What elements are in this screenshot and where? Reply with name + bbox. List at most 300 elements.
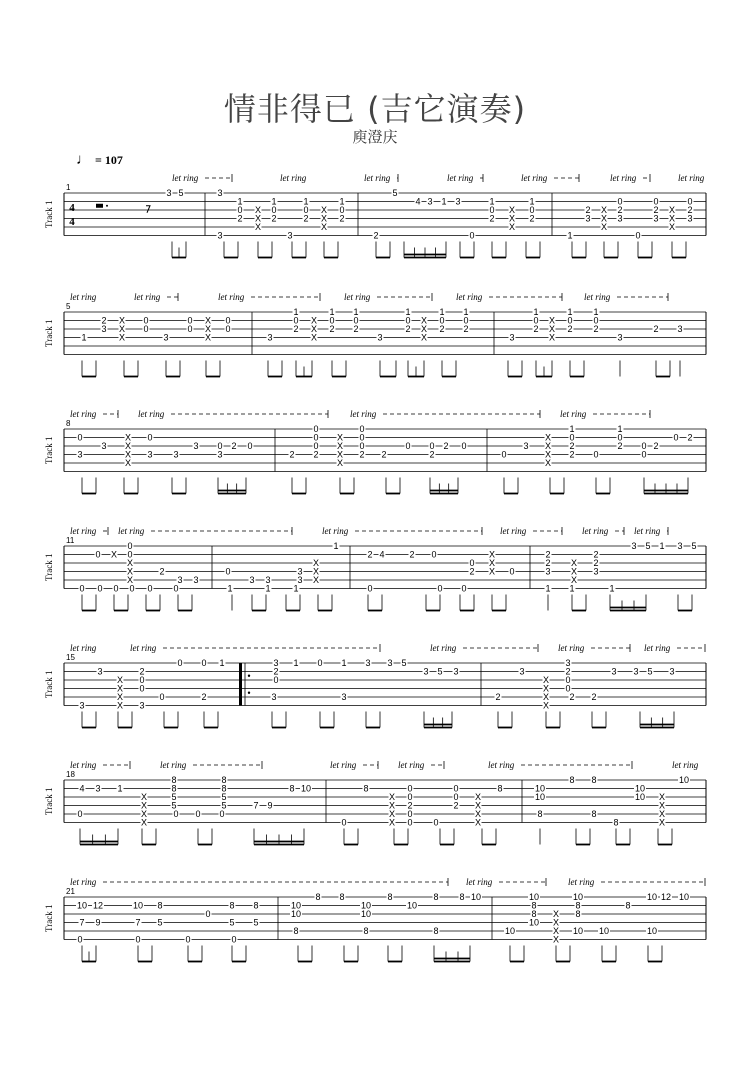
fret-number: X — [388, 817, 396, 828]
tab-system — [44, 760, 706, 845]
rhythm-stem-group — [504, 478, 518, 494]
let-ring-text: let ring — [430, 643, 457, 653]
rhythm-stem-group — [298, 946, 312, 962]
let-ring-marker — [118, 526, 292, 536]
rhythm-stem-group — [268, 361, 282, 377]
fret-number: 1 — [339, 196, 345, 207]
fret-number: X — [600, 205, 608, 215]
rhythm-stem-group — [232, 946, 246, 962]
fret-number: X — [140, 817, 148, 828]
let-ring-text: let ring — [280, 173, 307, 183]
fret-number: 0 — [143, 315, 149, 326]
fret-number: 0 — [469, 230, 475, 241]
rhythm-stem-group — [408, 361, 424, 377]
repeat-bar-thick — [239, 663, 242, 706]
fret-number: X — [388, 792, 396, 802]
fret-number: X — [388, 809, 396, 819]
fret-number: 10 — [534, 792, 546, 802]
fret-number: X — [126, 558, 134, 568]
fret-number: 3 — [217, 449, 223, 460]
fret-number: X — [312, 575, 320, 585]
let-ring-marker — [568, 877, 705, 887]
let-ring-text: let ring — [521, 173, 548, 183]
fret-number: X — [320, 213, 328, 224]
rhythm-stem-group — [324, 242, 338, 258]
fret-number: 3 — [97, 666, 103, 677]
fret-number: 3 — [267, 332, 273, 343]
fret-number: 8 — [575, 900, 581, 911]
fret-number: X — [570, 575, 578, 585]
fret-number: 2 — [593, 549, 599, 560]
fret-number: 2 — [653, 441, 659, 451]
fret-number: 8 — [221, 775, 227, 785]
let-ring-marker — [322, 526, 482, 536]
fret-number: 5 — [645, 541, 651, 551]
rhythm-stem-group — [80, 829, 118, 845]
let-ring-text: let ring — [672, 760, 699, 770]
fret-number: X — [124, 432, 132, 443]
fret-number: X — [570, 566, 578, 577]
let-ring-marker — [634, 526, 668, 536]
fret-number: 0 — [593, 449, 599, 460]
let-ring-marker — [584, 292, 668, 302]
fret-number: X — [420, 324, 428, 334]
fret-number: X — [488, 549, 496, 560]
fret-number: 0 — [569, 432, 575, 443]
fret-number: 3 — [427, 196, 433, 207]
track-label: Track 1 — [44, 553, 54, 581]
fret-number: X — [474, 809, 482, 819]
fret-number: X — [118, 315, 126, 326]
fret-number: 0 — [201, 658, 207, 668]
fret-number: 10 — [360, 900, 372, 911]
track-label: Track 1 — [44, 200, 54, 228]
fret-number: 0 — [195, 809, 201, 819]
fret-number: 3 — [79, 700, 85, 711]
fret-number: 8 — [387, 892, 393, 902]
let-ring-marker — [560, 409, 650, 419]
fret-number: X — [204, 324, 212, 334]
fret-number: 0 — [225, 566, 231, 577]
fret-number: 7 — [135, 917, 141, 928]
fret-number: 3 — [509, 332, 515, 343]
rhythm-stem-group — [318, 595, 332, 611]
fret-number: 3 — [593, 566, 599, 577]
fret-number: 0 — [147, 432, 153, 443]
fret-number: 0 — [139, 683, 145, 694]
fret-number: X — [116, 692, 124, 702]
time-signature-bottom: 4 — [69, 216, 75, 228]
fret-number: 8 — [339, 892, 345, 902]
fret-number: 0 — [359, 441, 365, 451]
rhythm-stem-group — [616, 829, 630, 845]
fret-number: 0 — [79, 583, 85, 594]
fret-number: 1 — [569, 583, 575, 594]
rhythm-stem-group — [344, 946, 358, 962]
fret-number: 3 — [101, 441, 107, 451]
fret-number: 0 — [317, 658, 323, 668]
fret-number: 0 — [177, 658, 183, 668]
fret-number: X — [542, 700, 550, 711]
fret-number: 1 — [293, 307, 299, 317]
fret-number: 0 — [313, 432, 319, 443]
fret-number: 0 — [461, 441, 467, 451]
fret-number: 3 — [77, 449, 83, 460]
rhythm-stem-group — [508, 361, 522, 377]
fret-number: 2 — [533, 324, 539, 334]
fret-number: 2 — [339, 213, 345, 224]
fret-number: 2 — [585, 205, 591, 215]
let-ring-marker — [330, 760, 378, 770]
track-label: Track 1 — [44, 670, 54, 698]
fret-number: X — [552, 934, 560, 945]
fret-number: 0 — [653, 196, 659, 207]
fret-number: 0 — [641, 441, 647, 451]
fret-number: 3 — [677, 541, 683, 551]
rhythm-stem-group — [442, 361, 456, 377]
fret-number: 0 — [593, 315, 599, 326]
fret-number: 1 — [333, 541, 339, 551]
fret-number: 2 — [101, 315, 107, 326]
fret-number: 4 — [379, 549, 385, 560]
fret-number: X — [336, 449, 344, 460]
fret-number: 1 — [353, 307, 359, 317]
fret-number: 0 — [95, 549, 101, 560]
fret-number: 3 — [101, 324, 107, 334]
fret-number: 0 — [405, 315, 411, 326]
song-title: 情非得已 (吉它演奏) — [223, 90, 527, 128]
fret-number: 2 — [569, 449, 575, 460]
fret-number: 0 — [567, 315, 573, 326]
fret-number: 5 — [647, 666, 653, 677]
fret-number: 10 — [360, 909, 372, 919]
fret-number: X — [542, 692, 550, 702]
fret-number: 1 — [533, 307, 539, 317]
fret-number: 8 — [171, 783, 177, 794]
fret-number: 0 — [439, 315, 445, 326]
rhythm-stem-group — [82, 361, 96, 377]
fret-number: X — [118, 324, 126, 334]
let-ring-marker — [172, 173, 232, 183]
fret-number: 1 — [617, 424, 623, 434]
fret-number: 0 — [237, 205, 243, 215]
quarter-note-icon: ♩ — [76, 152, 91, 168]
fret-number: 2 — [359, 449, 365, 460]
fret-number: 12 — [660, 892, 672, 902]
fret-number: 3 — [617, 213, 623, 224]
rhythm-stem-group — [570, 361, 584, 377]
fret-number: 2 — [407, 800, 413, 811]
fret-number: 3 — [455, 196, 461, 207]
fret-number: 0 — [273, 675, 279, 685]
rhythm-stem-group — [172, 478, 186, 494]
fret-number: 10 — [634, 783, 646, 794]
fret-number: 2 — [381, 449, 387, 460]
fret-number: 3 — [193, 441, 199, 451]
fret-number: 0 — [247, 441, 253, 451]
fret-number: X — [488, 558, 496, 568]
fret-number: 2 — [409, 549, 415, 560]
let-ring-marker — [70, 643, 97, 653]
let-ring-text: let ring — [558, 643, 585, 653]
fret-number: 5 — [157, 917, 163, 928]
fret-number: X — [420, 332, 428, 343]
let-ring-marker — [160, 760, 262, 770]
rhythm-stem-group — [638, 242, 652, 258]
let-ring-text: let ring — [398, 760, 425, 770]
fret-number: 2 — [159, 566, 165, 577]
let-ring-text: let ring — [364, 173, 391, 183]
fret-number: 2 — [569, 441, 575, 451]
fret-number: 0 — [217, 441, 223, 451]
fret-number: X — [488, 566, 496, 577]
fret-number: 3 — [585, 213, 591, 224]
fret-number: 0 — [219, 809, 225, 819]
fret-number: 2 — [271, 213, 277, 224]
fret-number: 8 — [433, 892, 439, 902]
fret-number: 2 — [489, 213, 495, 224]
fret-number: 3 — [453, 666, 459, 677]
fret-number: 0 — [565, 683, 571, 694]
fret-number: 3 — [173, 449, 179, 460]
fret-number: X — [204, 315, 212, 326]
fret-number: 1 — [489, 196, 495, 207]
let-ring-marker — [218, 292, 320, 302]
let-ring-marker — [521, 173, 579, 183]
fret-number: X — [658, 792, 666, 802]
let-ring-text: let ring — [138, 409, 165, 419]
fret-number: 0 — [127, 541, 133, 551]
fret-number: 0 — [359, 432, 365, 443]
let-ring-marker — [672, 760, 699, 770]
rhythm-stem-group — [592, 712, 606, 728]
fret-number: 2 — [231, 441, 237, 451]
fret-number: 8 — [459, 892, 465, 902]
fret-number: 8 — [625, 900, 631, 911]
fret-number: 0 — [313, 441, 319, 451]
rhythm-stem-group — [258, 242, 272, 258]
fret-number: X — [570, 558, 578, 568]
rhythm-stem-group — [602, 946, 616, 962]
fret-number: X — [668, 222, 676, 232]
fret-number: 1 — [463, 307, 469, 317]
rhythm-stem-group — [82, 712, 96, 728]
fret-number: X — [544, 441, 552, 451]
fret-number: 2 — [313, 449, 319, 460]
fret-number: X — [668, 205, 676, 215]
fret-number: 3 — [387, 658, 393, 668]
rhythm-stem-group — [204, 712, 218, 728]
fret-number: X — [336, 432, 344, 443]
fret-number: 8 — [531, 909, 537, 919]
fret-number: X — [124, 458, 132, 468]
fret-number: 2 — [405, 324, 411, 334]
fret-number: 8 — [253, 900, 259, 911]
rhythm-stem-group — [124, 478, 138, 494]
rhythm-stem-group — [340, 478, 354, 494]
rhythm-stem-group — [498, 712, 512, 728]
fret-number: 3 — [271, 692, 277, 702]
fret-number: 0 — [225, 324, 231, 334]
fret-number: X — [116, 675, 124, 685]
fret-number: X — [544, 458, 552, 468]
let-ring-text: let ring — [500, 526, 527, 536]
let-ring-text: let ring — [560, 409, 587, 419]
fret-number: X — [548, 332, 556, 343]
fret-number: 0 — [341, 817, 347, 828]
fret-number: 3 — [687, 213, 693, 224]
fret-number: 3 — [217, 188, 223, 198]
tab-system — [44, 643, 706, 728]
let-ring-marker — [70, 409, 118, 419]
fret-number: 2 — [617, 205, 623, 215]
rhythm-stem-group — [510, 946, 524, 962]
fret-number: X — [320, 222, 328, 232]
tab-system — [44, 877, 706, 962]
half-rest-icon — [96, 204, 103, 208]
fret-number: 0 — [687, 196, 693, 207]
fret-number: X — [508, 205, 516, 215]
fret-number: 3 — [519, 666, 525, 677]
time-signature-top: 4 — [69, 202, 75, 214]
fret-number: 0 — [565, 675, 571, 685]
let-ring-marker — [447, 173, 483, 183]
fret-number: X — [548, 315, 556, 326]
fret-number: 0 — [147, 583, 153, 594]
fret-number: 0 — [225, 315, 231, 326]
fret-number: 0 — [329, 315, 335, 326]
fret-number: X — [600, 213, 608, 224]
fret-number: 0 — [129, 583, 135, 594]
fret-number: 10 — [646, 926, 658, 936]
fret-number: X — [310, 315, 318, 326]
fret-number: 0 — [673, 432, 679, 443]
rhythm-stem-group — [164, 712, 178, 728]
fret-number: X — [312, 566, 320, 577]
fret-number: 2 — [687, 432, 693, 443]
fret-number: 0 — [271, 205, 277, 215]
fret-number: 10 — [406, 900, 418, 911]
fret-number: 10 — [504, 926, 516, 936]
track-label: Track 1 — [44, 436, 54, 464]
fret-number: X — [336, 441, 344, 451]
fret-number: X — [542, 683, 550, 694]
fret-number: 1 — [441, 196, 447, 207]
fret-number: 3 — [287, 230, 293, 241]
rhythm-stem-group — [296, 361, 312, 377]
fret-number: 0 — [641, 449, 647, 460]
fret-number: 4 — [415, 196, 421, 207]
fret-number: 8 — [293, 926, 299, 936]
fret-number: 0 — [127, 549, 133, 560]
rhythm-stem-group — [526, 242, 540, 258]
fret-number: 10 — [646, 892, 658, 902]
rhythm-stem-group — [368, 595, 382, 611]
fret-number: 0 — [77, 432, 83, 443]
fret-number: 0 — [617, 432, 623, 443]
fret-number: 3 — [423, 666, 429, 677]
fret-number: 0 — [173, 583, 179, 594]
let-ring-text: let ring — [330, 760, 357, 770]
fret-number: 0 — [463, 315, 469, 326]
track-label: Track 1 — [44, 787, 54, 815]
fret-number: 10 — [534, 783, 546, 794]
rhythm-stem-group — [254, 829, 304, 845]
rhythm-stem-group — [492, 242, 506, 258]
fret-number: 2 — [469, 566, 475, 577]
fret-number: 0 — [453, 792, 459, 802]
fret-number: 2 — [329, 324, 335, 334]
fret-number: X — [600, 222, 608, 232]
fret-number: 5 — [221, 792, 227, 802]
fret-number: 7 — [79, 917, 85, 928]
fret-number: 2 — [617, 441, 623, 451]
let-ring-marker — [610, 173, 650, 183]
tab-system — [44, 526, 706, 611]
let-ring-text: let ring — [70, 877, 97, 887]
fret-number: 2 — [545, 549, 551, 560]
rhythm-stem-group — [188, 946, 202, 962]
rhythm-stem-group — [388, 946, 402, 962]
tab-system — [44, 409, 706, 494]
fret-number: 3 — [669, 666, 675, 677]
measure-number: 8 — [66, 419, 71, 428]
fret-number: 0 — [173, 809, 179, 819]
fret-number: 3 — [193, 575, 199, 585]
fret-number: 2 — [687, 205, 693, 215]
let-ring-text: let ring — [130, 643, 157, 653]
fret-number: 0 — [533, 315, 539, 326]
fret-number: 10 — [678, 775, 690, 785]
fret-number: 3 — [297, 566, 303, 577]
fret-number: 0 — [461, 583, 467, 594]
fret-number: 0 — [367, 583, 373, 594]
let-ring-text: let ring — [172, 173, 199, 183]
fret-number: 3 — [249, 575, 255, 585]
dot — [106, 205, 108, 207]
let-ring-marker — [130, 643, 380, 653]
fret-number: 0 — [437, 583, 443, 594]
fret-number: 2 — [545, 558, 551, 568]
fret-number: 0 — [453, 783, 459, 794]
fret-number: X — [140, 800, 148, 811]
fret-number: 3 — [217, 230, 223, 241]
let-ring-text: let ring — [456, 292, 483, 302]
fret-number: 2 — [565, 666, 571, 677]
rhythm-stem-group — [118, 712, 132, 728]
fret-number: 0 — [139, 675, 145, 685]
let-ring-text: let ring — [634, 526, 661, 536]
fret-number: X — [204, 332, 212, 343]
fret-number: 3 — [341, 692, 347, 702]
fret-number: 0 — [97, 583, 103, 594]
fret-number: 2 — [139, 666, 145, 677]
fret-number: 1 — [237, 196, 243, 207]
rhythm-stem-group — [656, 361, 670, 377]
let-ring-marker — [644, 643, 705, 653]
fret-number: 10 — [132, 900, 144, 911]
fret-number: 0 — [185, 934, 191, 945]
rhythm-stem-group — [648, 946, 662, 962]
fret-number: 0 — [407, 809, 413, 819]
fret-number: 2 — [367, 549, 373, 560]
let-ring-text: let ring — [466, 877, 493, 887]
let-ring-text: let ring — [160, 760, 187, 770]
fret-number: 2 — [569, 692, 575, 702]
fret-number: 3 — [95, 783, 101, 794]
fret-number: 0 — [77, 934, 83, 945]
fret-number: 8 — [531, 900, 537, 911]
